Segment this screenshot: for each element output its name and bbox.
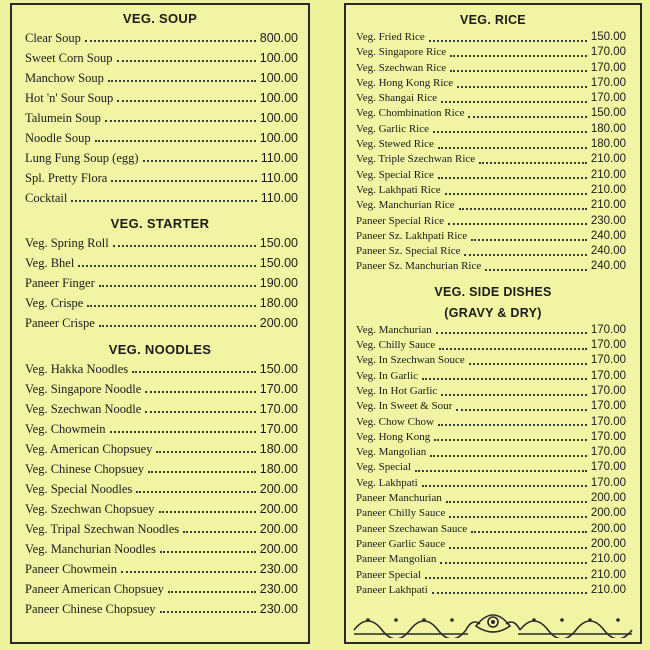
- dot-leader: [143, 160, 257, 162]
- menu-item-name: Veg. Special: [356, 461, 411, 474]
- dot-leader: [464, 254, 586, 256]
- menu-item-price: 150.00: [259, 256, 298, 270]
- menu-item-name: Veg. Chinese Chopsuey: [25, 462, 145, 476]
- menu-item: [12, 359, 308, 379]
- dot-leader: [99, 285, 256, 287]
- menu-item-name: Paneer Special: [356, 568, 422, 581]
- dot-leader: [430, 455, 587, 457]
- menu-item-name: Cocktail: [25, 191, 68, 205]
- menu-item: [12, 599, 308, 619]
- dot-leader: [436, 332, 587, 334]
- noodles-list: [12, 359, 308, 619]
- menu-item: [12, 419, 308, 439]
- menu-item-price: 210.00: [590, 153, 626, 166]
- dot-leader: [105, 120, 256, 122]
- menu-item-name: Veg. Crispe: [25, 296, 84, 310]
- dot-leader: [183, 531, 256, 533]
- menu-item-name: Paneer Chilly Sauce: [356, 507, 446, 520]
- dot-leader: [449, 516, 587, 518]
- dot-leader: [457, 86, 587, 88]
- menu-item: [346, 61, 640, 76]
- menu-item-price: 190.00: [259, 276, 298, 290]
- menu-item-name: Veg. In Szechwan Souce: [356, 354, 465, 367]
- dot-leader: [422, 485, 587, 487]
- dot-leader: [441, 394, 587, 396]
- menu-item-price: 230.00: [590, 214, 626, 227]
- menu-item: [12, 188, 308, 208]
- menu-item-name: Veg. Chow Chow: [356, 415, 434, 428]
- dot-leader: [485, 269, 587, 271]
- dot-leader: [438, 147, 587, 149]
- menu-item: [12, 579, 308, 599]
- menu-item: [346, 183, 640, 198]
- dot-leader: [446, 501, 587, 503]
- menu-item-price: 170.00: [590, 430, 626, 443]
- menu-item-price: 800.00: [259, 31, 298, 45]
- dot-leader: [432, 592, 587, 594]
- menu-item: [346, 522, 640, 537]
- menu-item: [12, 88, 308, 108]
- dot-leader: [121, 571, 256, 573]
- floral-border-icon-graphic: [348, 604, 638, 638]
- menu-item: [346, 244, 640, 259]
- menu-item-price: 170.00: [590, 46, 626, 59]
- menu-item-price: 150.00: [590, 107, 626, 120]
- menu-item: [12, 108, 308, 128]
- menu-item-price: 100.00: [259, 51, 298, 65]
- menu-item-price: 170.00: [259, 382, 298, 396]
- dot-leader: [159, 511, 256, 513]
- menu-item: [346, 198, 640, 213]
- menu-item: [12, 559, 308, 579]
- dot-leader: [136, 491, 255, 493]
- menu-item: [346, 460, 640, 475]
- menu-item: [346, 45, 640, 60]
- menu-item: [346, 415, 640, 430]
- menu-item: [346, 91, 640, 106]
- dot-leader: [456, 409, 587, 411]
- section-title-noodles: VEG. NOODLES: [108, 342, 212, 357]
- menu-item-name: Paneer Finger: [25, 276, 95, 290]
- menu-item-price: 240.00: [590, 260, 626, 273]
- menu-item-price: 170.00: [590, 400, 626, 413]
- menu-item-name: Veg. Manchurian: [356, 323, 432, 336]
- menu-item-name: Paneer Chowmein: [25, 562, 117, 576]
- dot-leader: [445, 193, 587, 195]
- menu-item-price: 210.00: [590, 583, 626, 596]
- dot-leader: [433, 131, 587, 133]
- menu-item-name: Paneer Sz. Manchurian Rice: [356, 260, 482, 273]
- menu-item: [12, 379, 308, 399]
- menu-item-price: 200.00: [259, 522, 298, 536]
- menu-item-name: Veg. Bhel: [25, 256, 75, 270]
- menu-item: [346, 491, 640, 506]
- dot-leader: [429, 40, 587, 42]
- menu-item-price: 150.00: [590, 31, 626, 43]
- dot-leader: [449, 547, 587, 549]
- menu-item: [12, 439, 308, 459]
- section-title-side-dishes: VEG. SIDE DISHES: [434, 284, 552, 299]
- menu-item-name: Paneer American Chopsuey: [25, 582, 164, 596]
- menu-item: [12, 168, 308, 188]
- menu-item-price: 200.00: [590, 507, 626, 520]
- dot-leader: [110, 431, 256, 433]
- menu-item-name: Paneer Sz. Special Rice: [356, 245, 461, 258]
- menu-item-price: 230.00: [259, 602, 298, 616]
- menu-item-name: Veg. Hong Kong: [356, 430, 431, 443]
- menu-item-name: Veg. Singapore Rice: [356, 46, 447, 59]
- menu-item: [346, 353, 640, 368]
- menu-item: [346, 338, 640, 353]
- menu-item: [12, 28, 308, 48]
- dot-leader: [113, 245, 256, 247]
- menu-item: [12, 68, 308, 88]
- menu-item-name: Veg. In Hot Garlic: [356, 384, 438, 397]
- dot-leader: [440, 562, 586, 564]
- menu-item: [12, 479, 308, 499]
- dot-leader: [78, 265, 255, 267]
- section-title-soup: VEG. SOUP: [122, 11, 198, 26]
- menu-item-name: Veg. Mangolian: [356, 446, 427, 459]
- menu-item-price: 180.00: [259, 462, 298, 476]
- dot-leader: [422, 378, 587, 380]
- menu-item: [12, 253, 308, 273]
- menu-item-price: 180.00: [259, 296, 298, 310]
- menu-item-price: 170.00: [590, 354, 626, 367]
- menu-item-name: Veg. Hong Kong Rice: [356, 76, 454, 89]
- dot-leader: [425, 577, 587, 579]
- menu-item: [346, 106, 640, 121]
- dot-leader: [145, 411, 255, 413]
- left-menu-panel: [10, 3, 310, 644]
- dot-leader: [148, 471, 256, 473]
- menu-item: [346, 122, 640, 137]
- menu-item-price: 170.00: [590, 76, 626, 89]
- menu-item-price: 200.00: [259, 316, 298, 330]
- menu-item-name: Manchow Soup: [25, 71, 104, 85]
- menu-item-price: 170.00: [590, 323, 626, 336]
- menu-item-price: 230.00: [259, 582, 298, 596]
- menu-item-name: Paneer Mangolian: [356, 553, 437, 566]
- menu-item: [346, 568, 640, 583]
- menu-item-name: Paneer Manchurian: [356, 492, 442, 505]
- menu-item-price: 150.00: [259, 236, 298, 250]
- menu-item: [346, 214, 640, 229]
- menu-item-price: 170.00: [590, 339, 626, 352]
- dot-leader: [71, 200, 256, 202]
- menu-item-name: Paneer Sz. Lakhpati Rice: [356, 229, 468, 242]
- menu-item-price: 200.00: [259, 542, 298, 556]
- menu-item-price: 210.00: [590, 183, 626, 196]
- menu-item-price: 170.00: [590, 92, 626, 105]
- menu-item-price: 100.00: [259, 71, 298, 85]
- menu-item-name: Paneer Chinese Chopsuey: [25, 602, 156, 616]
- menu-item-price: 100.00: [259, 91, 298, 105]
- menu-item: [346, 430, 640, 445]
- dot-leader: [434, 439, 587, 441]
- menu-item-price: 240.00: [590, 245, 626, 258]
- menu-item-price: 180.00: [590, 122, 626, 135]
- menu-item-name: Veg. Szechwan Rice: [356, 61, 447, 74]
- menu-item: [346, 537, 640, 552]
- menu-item: [346, 399, 640, 414]
- menu-item-name: Veg. Chowmein: [25, 422, 106, 436]
- dot-leader: [160, 611, 256, 613]
- menu-item-name: Paneer Szechawan Sauce: [356, 522, 468, 535]
- menu-item-name: Lung Fung Soup (egg): [25, 151, 139, 165]
- dot-leader: [450, 70, 587, 72]
- dot-leader: [459, 208, 587, 210]
- menu-item-price: 200.00: [259, 502, 298, 516]
- menu-item-price: 210.00: [590, 568, 626, 581]
- dot-leader: [448, 223, 587, 225]
- menu-item: [12, 273, 308, 293]
- menu-item: [12, 499, 308, 519]
- menu-item-name: Veg. Special Rice: [356, 168, 434, 181]
- menu-item-name: Veg. Special Noodles: [25, 482, 133, 496]
- section-title-rice: VEG. RICE: [460, 13, 526, 27]
- menu-item-name: Veg. Hakka Noodles: [25, 362, 129, 376]
- menu-item: [12, 399, 308, 419]
- dot-leader: [132, 371, 256, 373]
- side-dishes-list: [346, 323, 640, 598]
- dot-leader: [117, 100, 256, 102]
- menu-item-price: 170.00: [590, 461, 626, 474]
- menu-item-name: Veg. American Chopsuey: [25, 442, 153, 456]
- dot-leader: [415, 470, 587, 472]
- menu-item-name: Veg. Manchurian Rice: [356, 199, 455, 212]
- menu-item-name: Paneer Lakhpati: [356, 583, 428, 596]
- menu-item-name: Spl. Pretty Flora: [25, 171, 108, 185]
- menu-item-name: Veg. Lakhpati Rice: [356, 183, 441, 196]
- dot-leader: [450, 55, 587, 57]
- dot-leader: [168, 591, 256, 593]
- menu-item-price: 200.00: [590, 492, 626, 505]
- starter-list: [12, 233, 308, 333]
- dot-leader: [117, 60, 256, 62]
- menu-item-price: 200.00: [259, 482, 298, 496]
- dot-leader: [156, 451, 255, 453]
- menu-item-price: 170.00: [590, 369, 626, 382]
- dot-leader: [471, 239, 587, 241]
- menu-item-name: Veg. Stewed Rice: [356, 138, 434, 151]
- menu-item: [12, 313, 308, 333]
- dot-leader: [85, 40, 256, 42]
- menu-item-name: Veg. Shangai Rice: [356, 92, 437, 105]
- menu-item-name: Paneer Crispe: [25, 316, 95, 330]
- dot-leader: [441, 101, 587, 103]
- dot-leader: [95, 140, 256, 142]
- floral-border-icon: [346, 604, 640, 638]
- menu-item: [12, 233, 308, 253]
- dot-leader: [471, 531, 587, 533]
- menu-item-price: 110.00: [260, 191, 298, 205]
- dot-leader: [99, 325, 256, 327]
- dot-leader: [111, 180, 256, 182]
- menu-item-price: 170.00: [259, 402, 298, 416]
- menu-item-price: 200.00: [590, 537, 626, 550]
- menu-item-name: Veg. Chombination Rice: [356, 107, 465, 120]
- menu-item-price: 100.00: [259, 111, 298, 125]
- menu-item-name: Veg. Szechwan Noodle: [25, 402, 142, 416]
- menu-item: [346, 369, 640, 384]
- rice-list: [346, 30, 640, 275]
- menu-item-price: 170.00: [590, 415, 626, 428]
- menu-item: [346, 259, 640, 274]
- dot-leader: [438, 424, 587, 426]
- menu-item-price: 180.00: [259, 442, 298, 456]
- menu-item-name: Veg. Szechwan Chopsuey: [25, 502, 155, 516]
- menu-item-price: 210.00: [590, 553, 626, 566]
- menu-item-name: Veg. Chilly Sauce: [356, 339, 436, 352]
- menu-item-name: Veg. In Sweet & Sour: [356, 400, 453, 413]
- soup-list: [12, 28, 308, 208]
- menu-item-price: 170.00: [590, 446, 626, 459]
- dot-leader: [439, 348, 587, 350]
- menu-item: [346, 76, 640, 91]
- menu-item-name: Sweet Corn Soup: [25, 51, 113, 65]
- menu-item-price: 180.00: [590, 138, 626, 151]
- menu-item-name: Veg. Tripal Szechwan Noodles: [25, 522, 180, 536]
- menu-item-price: 170.00: [590, 476, 626, 489]
- menu-item-name: Noodle Soup: [25, 131, 91, 145]
- menu-item: [346, 323, 640, 338]
- menu-item: [346, 168, 640, 183]
- menu-item-name: Paneer Special Rice: [356, 214, 444, 227]
- menu-item: [346, 137, 640, 152]
- menu-item-price: 210.00: [590, 168, 626, 181]
- menu-item: [12, 539, 308, 559]
- menu-item-name: Paneer Garlic Sauce: [356, 537, 446, 550]
- menu-item-name: Veg. Lakhpati: [356, 476, 418, 489]
- menu-item: [346, 506, 640, 521]
- menu-item-price: 170.00: [590, 384, 626, 397]
- dot-leader: [145, 391, 255, 393]
- menu-item-name: Veg. In Garlic: [356, 369, 419, 382]
- right-menu-panel: [344, 3, 642, 644]
- menu-item: [346, 583, 640, 598]
- menu-item: [12, 519, 308, 539]
- menu-item: [346, 476, 640, 491]
- dot-leader: [438, 177, 587, 179]
- menu-item-price: 100.00: [259, 131, 298, 145]
- menu-item: [346, 384, 640, 399]
- menu-item-name: Veg. Triple Szechwan Rice: [356, 153, 476, 166]
- menu-item-name: Veg. Singapore Noodle: [25, 382, 142, 396]
- dot-leader: [468, 116, 586, 118]
- menu-item-price: 110.00: [260, 171, 298, 185]
- menu-item-name: Talumein Soup: [25, 111, 101, 125]
- menu-item-price: 170.00: [259, 422, 298, 436]
- menu-item-name: Veg. Spring Roll: [25, 236, 109, 250]
- menu-item-price: 200.00: [590, 522, 626, 535]
- dot-leader: [479, 162, 587, 164]
- menu-item: [12, 459, 308, 479]
- menu-item-name: Clear Soup: [25, 31, 81, 45]
- menu-item: [346, 152, 640, 167]
- menu-item-price: 150.00: [259, 362, 298, 376]
- menu-item: [12, 293, 308, 313]
- menu-item: [346, 30, 640, 45]
- dot-leader: [469, 363, 587, 365]
- dot-leader: [160, 551, 256, 553]
- menu-item-name: Veg. Fried Rice: [356, 31, 425, 43]
- menu-item: [346, 552, 640, 567]
- dot-leader: [87, 305, 255, 307]
- menu-item-name: Veg. Manchurian Noodles: [25, 542, 156, 556]
- menu-item-name: Hot 'n' Sour Soup: [25, 91, 114, 105]
- menu-item-price: 240.00: [590, 229, 626, 242]
- menu-item-price: 210.00: [590, 199, 626, 212]
- menu-item: [12, 148, 308, 168]
- menu-item-price: 230.00: [259, 562, 298, 576]
- menu-item-price: 110.00: [260, 151, 298, 165]
- dot-leader: [108, 80, 256, 82]
- menu-item-name: Veg. Garlic Rice: [356, 122, 429, 135]
- menu-item: [346, 229, 640, 244]
- menu-item: [346, 445, 640, 460]
- menu-item: [12, 48, 308, 68]
- section-title-starter: VEG. STARTER: [110, 216, 210, 231]
- menu-item: [12, 128, 308, 148]
- menu-item-price: 170.00: [590, 61, 626, 74]
- section-subtitle-side-dishes: (GRAVY & DRY): [444, 305, 542, 320]
